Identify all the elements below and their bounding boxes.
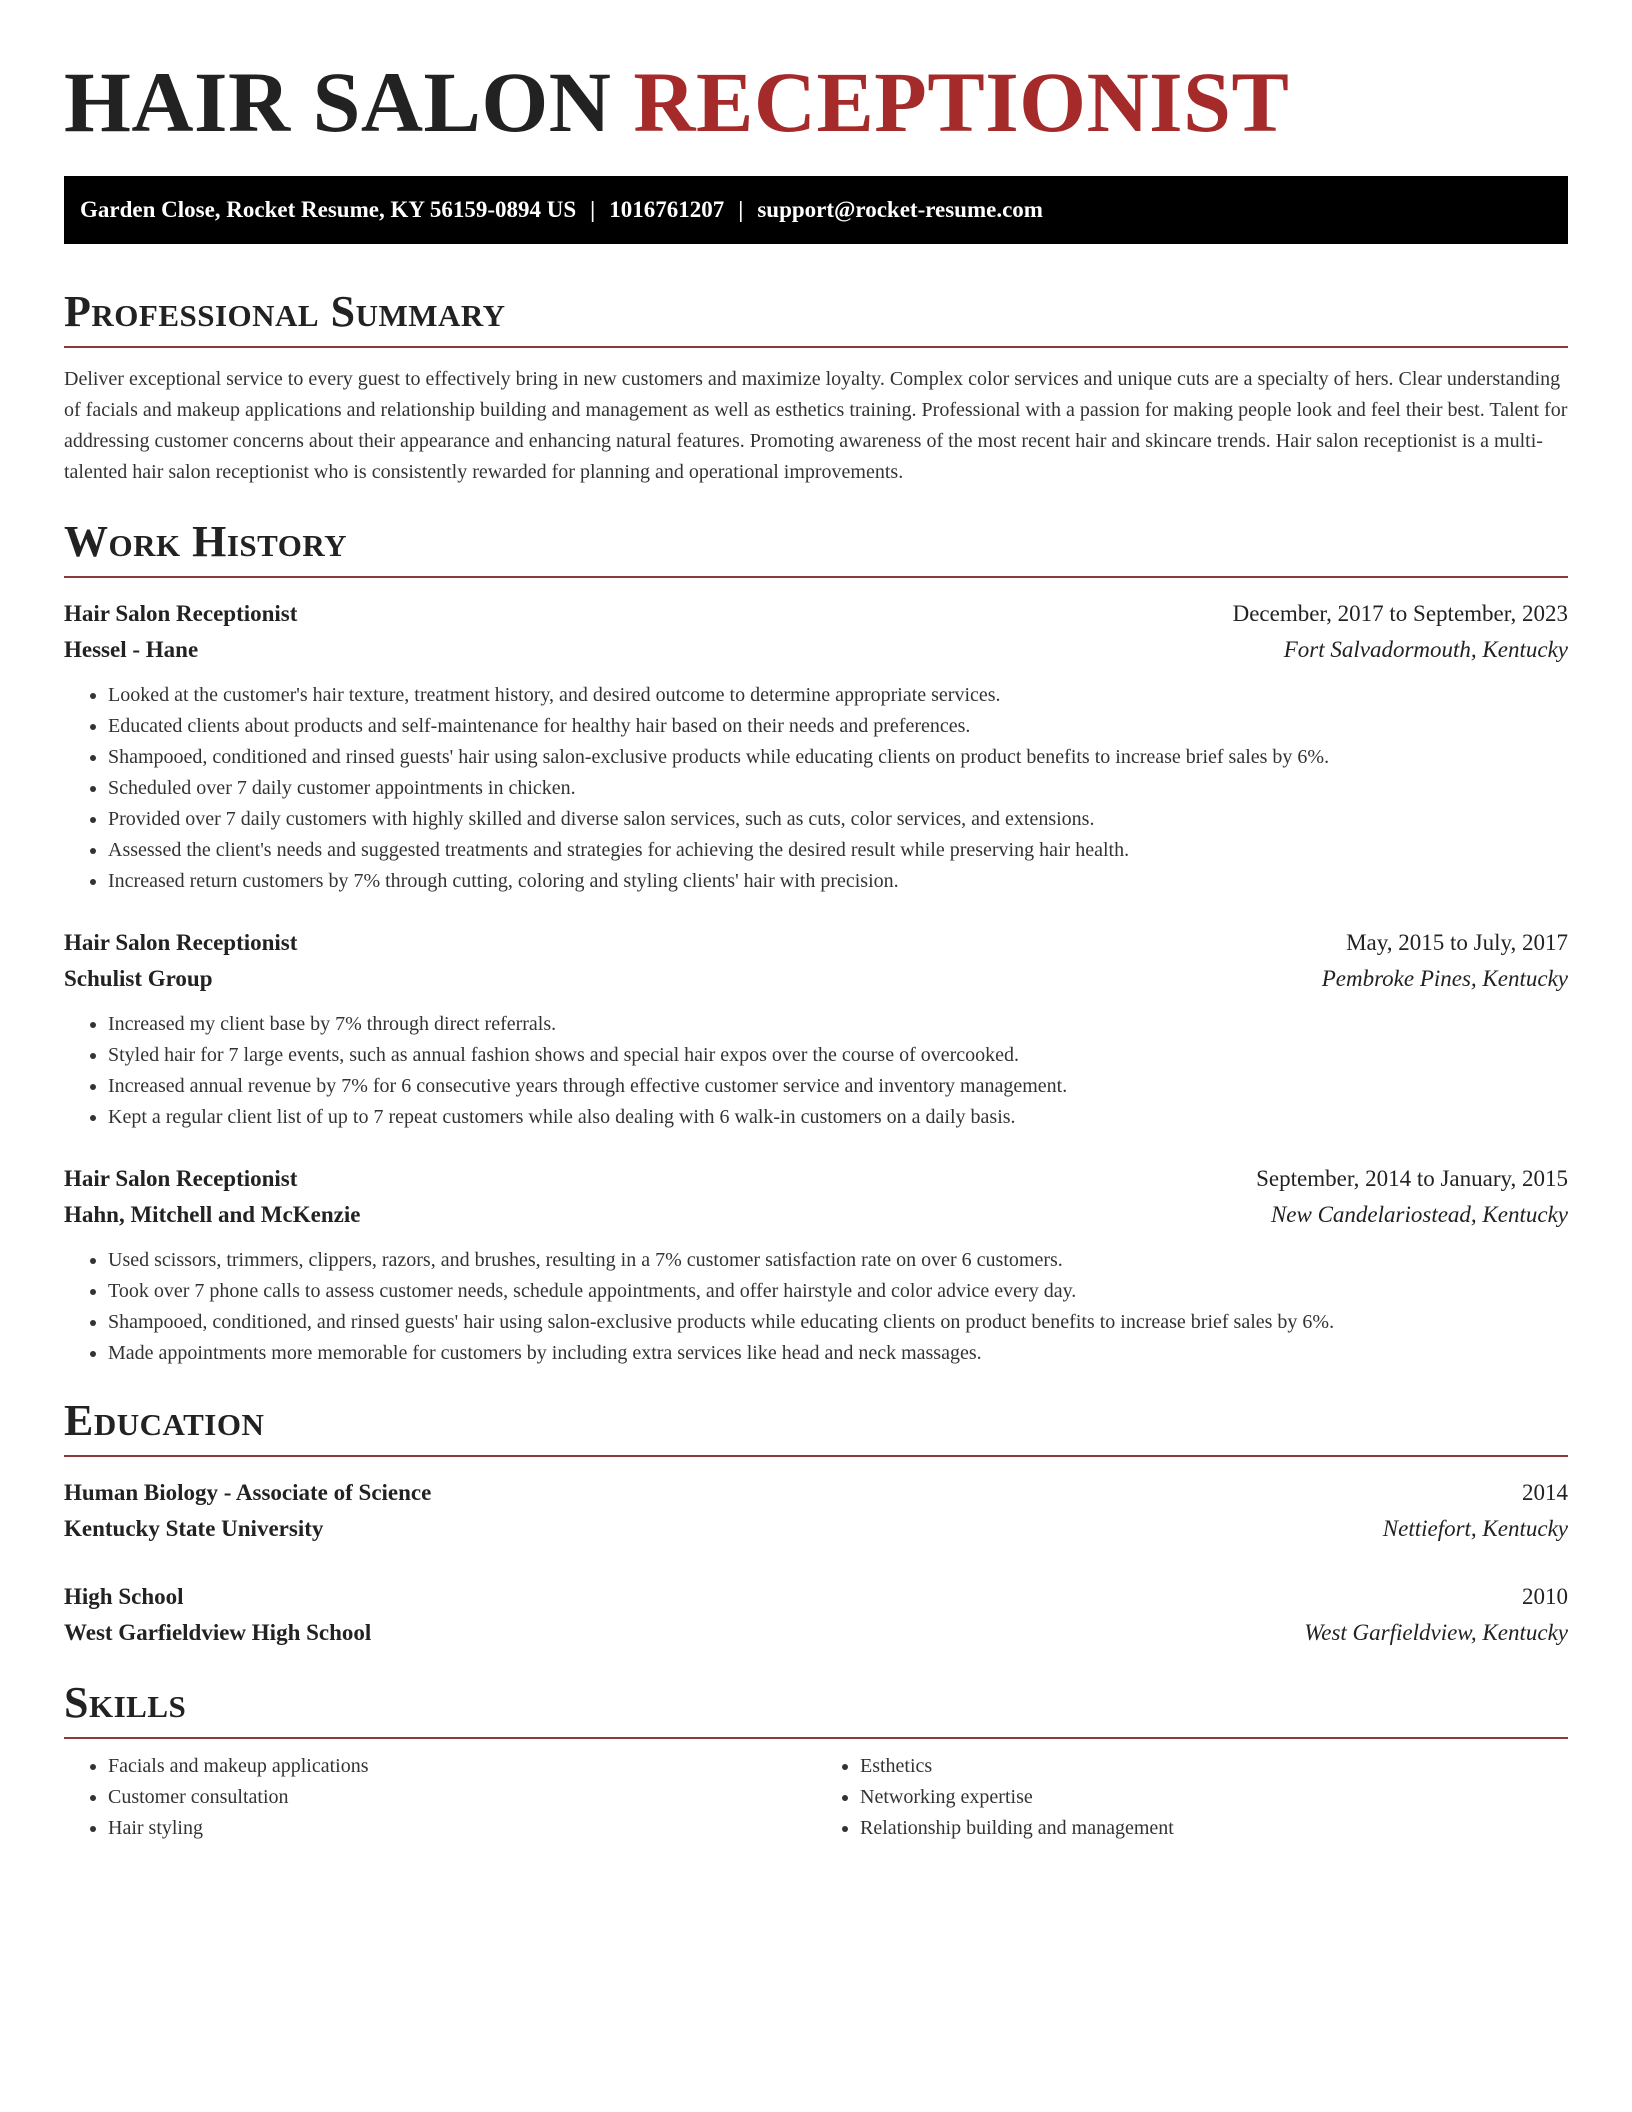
job-dates: December, 2017 to September, 2023 [1232,601,1568,626]
education-entry [64,1579,1568,1651]
job-title: Hair Salon Receptionist [64,601,298,626]
job-bullet: • Made appointments more memorable for customers by including extra services like head and neck massages. [108,1338,1568,1369]
contact-address: Garden Close, Rocket Resume, KY 56159-0894 US [80,197,577,222]
job-bullet: • Increased my client base by 7% through direct referrals. [108,1009,1568,1040]
section-education [64,1395,1568,1651]
job-header [64,925,1568,961]
contact-separator: | [738,197,744,222]
section-title: Education [64,1395,1568,1457]
education-subheader [64,1615,1568,1651]
education-school: West Garfieldview High School [64,1620,372,1645]
skills-grid [64,1751,1568,1844]
job-bullet: • Increased annual revenue by 7% for 6 consecutive years through effective customer service and inventory management. [108,1071,1568,1102]
job-subheader [64,632,1568,668]
job-location: New Candelariostead, Kentucky [1270,1202,1568,1227]
job-bullet: • Provided over 7 daily customers with highly skilled and diverse salon services, such as cuts, color services, and extensions. [108,804,1568,835]
job-company: Hessel - Hane [64,637,199,662]
job-dates: May, 2015 to July, 2017 [1346,930,1568,955]
job-bullet: • Shampooed, conditioned and rinsed guests' hair using salon-exclusive products while educating clients on product benefits to increase brief sales by 6%. [108,742,1568,773]
skill-item: • Networking expertise [860,1782,1568,1813]
job-bullets [64,1245,1568,1369]
contact-separator: | [590,197,596,222]
job-bullet: • Used scissors, trimmers, clippers, razors, and brushes, resulting in a 7% customer satisfaction rate on over 6 customers. [108,1245,1568,1276]
education-header [64,1579,1568,1615]
education-location: Nettiefort, Kentucky [1382,1516,1568,1541]
job-title: Hair Salon Receptionist [64,1166,298,1191]
skill-item: • Esthetics [860,1751,1568,1782]
name-part-accent: RECEPTIONIST [633,54,1290,150]
skill-item: • Hair styling [108,1813,816,1844]
education-degree: Human Biology - Associate of Science [64,1480,432,1505]
skill-item: • Facials and makeup applications [108,1751,816,1782]
section-title: Skills [64,1677,1568,1739]
job-bullet: • Looked at the customer's hair texture, treatment history, and desired outcome to determine appropriate services. [108,680,1568,711]
job-header [64,596,1568,632]
section-title: Professional Summary [64,286,1568,348]
contact-phone: 1016761207 [609,197,725,222]
skill-item: • Relationship building and management [860,1813,1568,1844]
job-entry [64,925,1568,1133]
job-location: Fort Salvadormouth, Kentucky [1283,637,1568,662]
job-bullet: • Scheduled over 7 daily customer appointments in chicken. [108,773,1568,804]
job-bullet: • Assessed the client's needs and suggested treatments and strategies for achieving the desired result while preserving hair health. [108,835,1568,866]
education-school: Kentucky State University [64,1516,324,1541]
education-year: 2010 [1522,1584,1568,1609]
job-subheader [64,961,1568,997]
education-entry [64,1475,1568,1547]
job-entry [64,1161,1568,1369]
job-header [64,1161,1568,1197]
section-professional-summary [64,286,1568,488]
job-bullet: • Educated clients about products and self-maintenance for healthy hair based on their needs and preferences. [108,711,1568,742]
skill-item: • Customer consultation [108,1782,816,1813]
contact-bar [64,176,1568,244]
job-company: Hahn, Mitchell and McKenzie [64,1202,361,1227]
job-location: Pembroke Pines, Kentucky [1321,966,1568,991]
job-bullet: • Increased return customers by 7% through cutting, coloring and styling clients' hair with precision. [108,866,1568,897]
education-degree: High School [64,1584,184,1609]
job-dates: September, 2014 to January, 2015 [1256,1166,1568,1191]
section-title: Work History [64,516,1568,578]
contact-email: support@rocket-resume.com [757,197,1043,222]
education-subheader [64,1511,1568,1547]
job-bullet: • Took over 7 phone calls to assess customer needs, schedule appointments, and offer hairstyle and color advice every day. [108,1276,1568,1307]
job-bullets [64,1009,1568,1133]
education-header [64,1475,1568,1511]
summary-text: Deliver exceptional service to every guest to effectively bring in new customers and maximize loyalty. Complex color services and unique cuts are a specialty of hers. Clear understanding of facials and makeup applications and relationship building and management as well as esthetics training. Professional with a passion for making people look and feel their best. Talent for addressing customer concerns about their appearance and enhancing natural features. Promoting awareness of the most recent hair and skincare trends. Hair salon receptionist is a multi-talented hair salon receptionist who is consistently rewarded for planning and operational improvements. [64,368,1568,483]
education-location: West Garfieldview, Kentucky [1304,1620,1568,1645]
job-bullet: • Shampooed, conditioned, and rinsed guests' hair using salon-exclusive products while educating clients on product benefits to increase brief sales by 6%. [108,1307,1568,1338]
skills-column-left [64,1751,816,1844]
job-bullet: • Styled hair for 7 large events, such as annual fashion shows and special hair expos over the course of overcooked. [108,1040,1568,1071]
name-part-primary: HAIR SALON [64,54,612,150]
job-bullet: • Kept a regular client list of up to 7 repeat customers while also dealing with 6 walk-in customers on a daily basis. [108,1102,1568,1133]
job-company: Schulist Group [64,966,213,991]
section-skills [64,1677,1568,1844]
resume-name [64,52,1568,152]
job-title: Hair Salon Receptionist [64,930,298,955]
job-entry [64,596,1568,897]
section-work-history [64,516,1568,1369]
education-year: 2014 [1522,1480,1568,1505]
skills-column-right [816,1751,1568,1844]
job-bullets [64,680,1568,897]
job-subheader [64,1197,1568,1233]
